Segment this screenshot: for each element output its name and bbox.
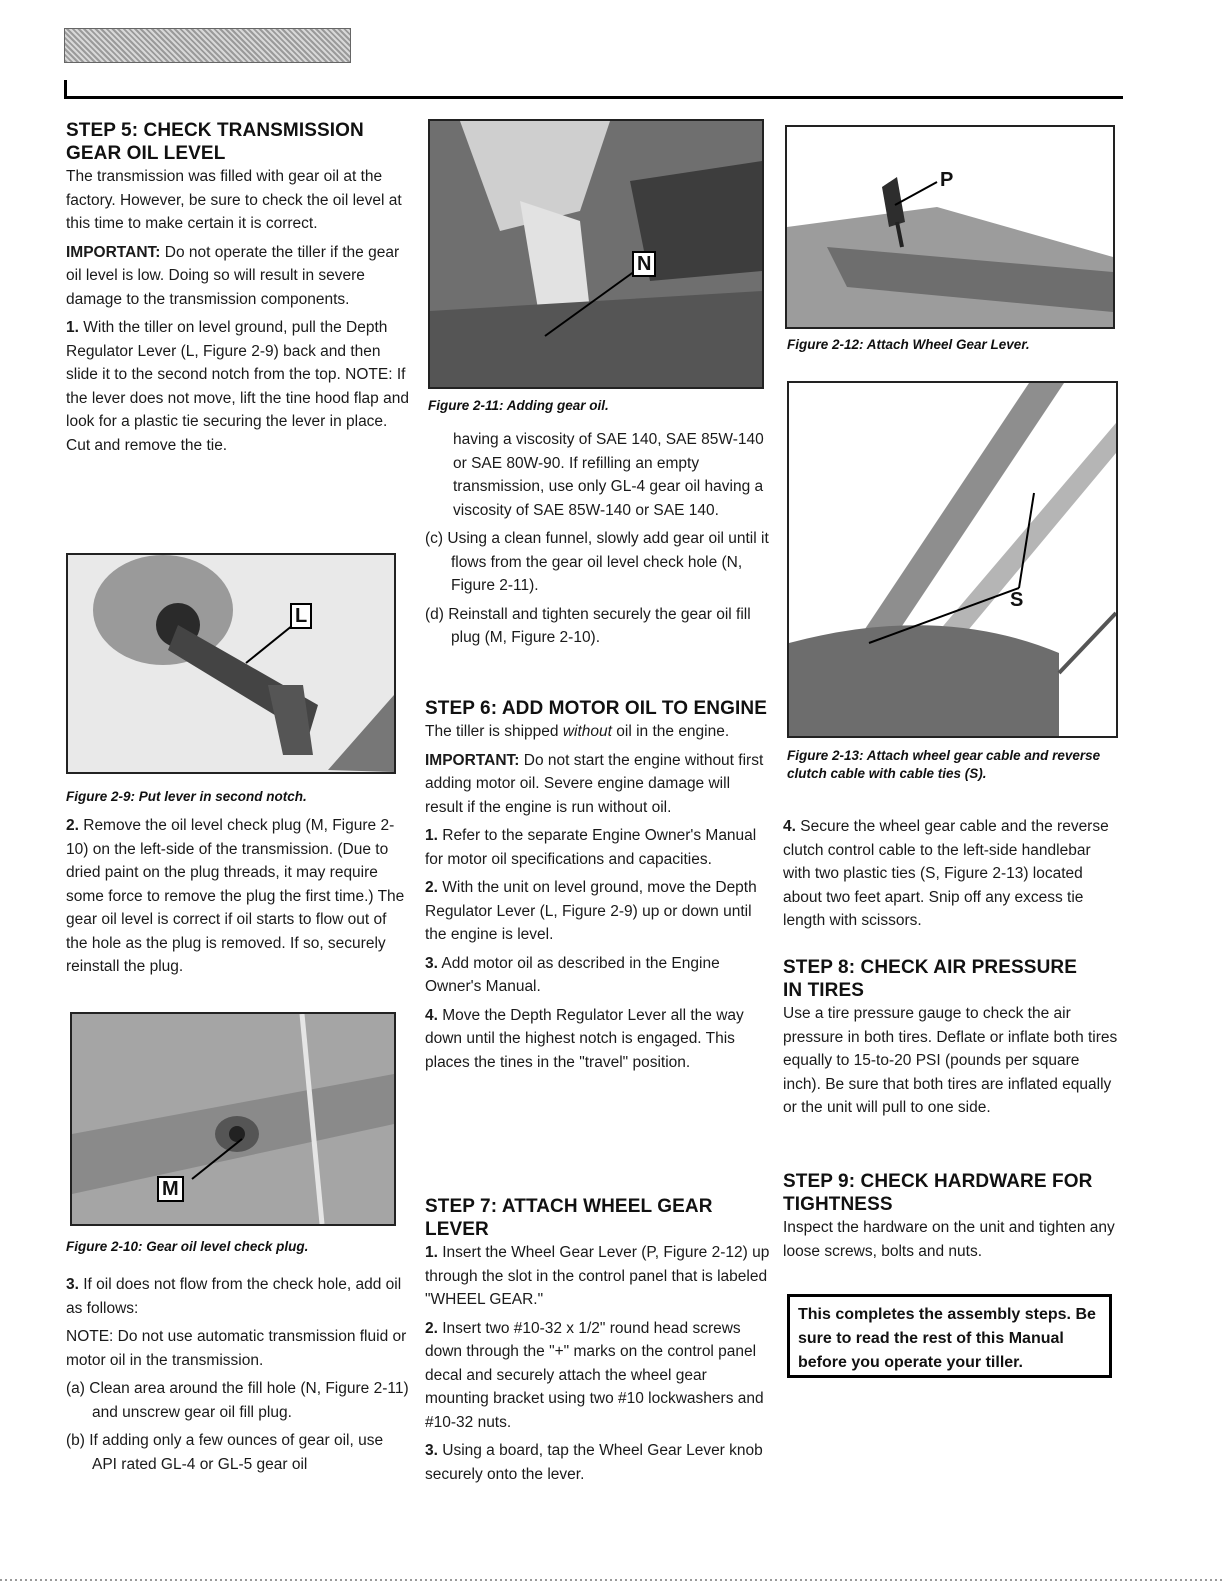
figure-2-9-photo bbox=[66, 553, 396, 774]
step6-item-4 bbox=[425, 1004, 770, 1075]
step5-continued bbox=[425, 428, 770, 655]
item-text: Refer to the separate Engine Owner's Manual for motor oil specifications and capacities. bbox=[425, 827, 757, 868]
step5-note: NOTE: Do not use automatic transmission fluid or motor oil in the transmission. bbox=[66, 1328, 407, 1369]
figure-2-13-caption-wrap bbox=[787, 747, 1117, 783]
step9-heading-line2: TIGHTNESS bbox=[783, 1194, 893, 1215]
item-text: Secure the wheel gear cable and the reverse clutch control cable to the left-side handlebar with two plastic ties (S, Figure 2-13) located about two feet apart. Snip off any excess tie length with scissors. bbox=[783, 818, 1109, 929]
step7-heading: STEP 7: ATTACH WHEEL GEAR LEVER bbox=[425, 1196, 713, 1240]
item-number: 3. bbox=[425, 954, 438, 972]
step5-important bbox=[66, 241, 411, 312]
step5-item-3 bbox=[66, 1273, 411, 1320]
figure-2-10-callout: M bbox=[157, 1176, 184, 1202]
step6-section bbox=[425, 697, 770, 1079]
item-number: 3. bbox=[425, 1442, 438, 1459]
figure-2-10-caption-wrap bbox=[66, 1238, 406, 1256]
item-text: If oil does not flow from the check hole, add oil as follows: bbox=[66, 1276, 402, 1317]
item-text: Remove the oil level check plug (M, Figure 2-10) on the left-side of the transmission. (Due to dried paint on the plug threads, it may require some force to remove the plug the first time.) The gear oil level is correct if oil starts to flow out of the hole as the plug is removed. If so, securely reinstall the plug. bbox=[66, 817, 405, 975]
item-number: 1. bbox=[425, 827, 438, 844]
step7-item-1 bbox=[425, 1241, 770, 1312]
step5-intro: The transmission was filled with gear oil at the factory. However, be sure to check the oil level at this time to make certain it is correct. bbox=[66, 168, 402, 232]
lever-illustration bbox=[68, 555, 394, 772]
step8-heading-line2: IN TIRES bbox=[783, 980, 865, 1001]
step5-section bbox=[66, 119, 411, 462]
item-number: 2. bbox=[425, 1319, 438, 1337]
step8-text: Use a tire pressure gauge to check the air pressure in both tires. Deflate or inflate both tires equally to 15-to-20 PSI (pounds per square inch). Be sure that both tires are inflated equally or the unit will pull to one side. bbox=[783, 1005, 1118, 1116]
step6-intro-b: oil in the engine. bbox=[611, 723, 730, 740]
item-number: 2. bbox=[425, 879, 438, 896]
figure-2-11-caption-wrap bbox=[428, 397, 768, 415]
step6-intro-emphasis: without bbox=[562, 723, 612, 740]
item-text: Using a board, tap the Wheel Gear Lever knob securely onto the lever. bbox=[425, 1442, 763, 1483]
important-text: Do not start the engine without first adding motor oil. Severe engine damage will result if the engine is run without oil. bbox=[425, 751, 764, 816]
step9-text: Inspect the hardware on the unit and tighten any loose screws, bolts and nuts. bbox=[783, 1219, 1115, 1260]
step8-heading-line1: STEP 8: CHECK AIR PRESSURE bbox=[783, 957, 1077, 978]
assembly-complete-notice bbox=[787, 1294, 1112, 1378]
step5-heading-line1: STEP 5: CHECK TRANSMISSION bbox=[66, 120, 364, 141]
step5-heading-line2: GEAR OIL LEVEL bbox=[66, 143, 226, 164]
figure-2-12-callout: P bbox=[940, 169, 954, 191]
step9-heading bbox=[783, 1170, 1121, 1216]
section-header-tab bbox=[64, 28, 351, 63]
step8-heading bbox=[783, 956, 1121, 1002]
figure-2-12-photo bbox=[785, 125, 1115, 329]
step5-sub-b: (b) If adding only a few ounces of gear oil, use API rated GL-4 or GL-5 gear oil bbox=[66, 1432, 384, 1473]
step7-item-2 bbox=[425, 1317, 770, 1435]
plug-illustration bbox=[72, 1014, 394, 1224]
figure-2-9-caption: Figure 2-9: Put lever in second notch. bbox=[66, 789, 307, 804]
figure-2-11-caption: Figure 2-11: Adding gear oil. bbox=[428, 398, 609, 413]
item-text: With the unit on level ground, move the Depth Regulator Lever (L, Figure 2-9) up or down until the engine is level. bbox=[425, 879, 757, 943]
step6-item-2 bbox=[425, 876, 770, 947]
step7-section bbox=[425, 1195, 770, 1491]
step6-item-3 bbox=[425, 952, 770, 999]
step6-intro bbox=[425, 720, 770, 744]
item-text: Insert the Wheel Gear Lever (P, Figure 2-12) up through the slot in the control panel that is labeled "WHEEL GEAR." bbox=[425, 1244, 770, 1308]
step5-item-1 bbox=[66, 316, 411, 457]
notice-text: This completes the assembly steps. Be sure to read the rest of this Manual before you operate your tiller. bbox=[798, 1306, 1096, 1371]
important-label: IMPORTANT: bbox=[425, 751, 520, 769]
step5-sub-c: (c) Using a clean funnel, slowly add gear oil until it flows from the gear oil level check hole (N, Figure 2-11). bbox=[425, 530, 769, 594]
step5-sub-a: (a) Clean area around the fill hole (N, Figure 2-11) and unscrew gear oil fill plug. bbox=[66, 1380, 409, 1421]
step5-item-2-wrap bbox=[66, 814, 411, 984]
item-text: Insert two #10-32 x 1/2" round head screws down through the "+" marks on the control panel decal and securely attach the wheel gear mounting bracket using two #10 lockwashers and #10-32 nuts. bbox=[425, 1319, 764, 1431]
important-text: Do not operate the tiller if the gear oil level is low. Doing so will result in severe damage to the transmission components. bbox=[66, 243, 400, 308]
step9-section bbox=[783, 1170, 1121, 1268]
figure-2-10-photo bbox=[70, 1012, 396, 1226]
step6-item-1 bbox=[425, 824, 770, 871]
item-text: Move the Depth Regulator Lever all the way down until the highest notch is engaged. This places the tines in the "travel" position. bbox=[425, 1006, 744, 1071]
step8-section bbox=[783, 956, 1121, 1125]
figure-2-13-caption: Figure 2-13: Attach wheel gear cable and reverse clutch cable with cable ties (S). bbox=[787, 748, 1101, 781]
figure-2-11-photo bbox=[428, 119, 764, 389]
step7-item-3 bbox=[425, 1439, 770, 1486]
item-text: With the tiller on level ground, pull the Depth Regulator Lever (L, Figure 2-9) back and then slide it to the second notch from the top. NOTE: If the lever does not move, lift the tine hood flap and look for a plastic tie securing the lever in place. Cut and remove the tie. bbox=[66, 319, 409, 454]
header-rule bbox=[64, 96, 1123, 99]
step5-sub-b-continued: having a viscosity of SAE 140, SAE 85W-140 or SAE 80W-90. If refilling an empty transmission, use only GL-4 gear oil having a viscosity of SAE 85W-140 or SAE 140. bbox=[453, 431, 764, 519]
item-number: 2. bbox=[66, 817, 79, 834]
figure-2-9-caption-wrap bbox=[66, 788, 406, 806]
item-number: 3. bbox=[66, 1276, 79, 1293]
figure-2-11-callout: N bbox=[632, 251, 656, 277]
figure-2-9-callout: L bbox=[290, 603, 312, 629]
step5-heading bbox=[66, 119, 411, 165]
figure-2-13-photo bbox=[787, 381, 1118, 738]
step5-item-2 bbox=[66, 814, 411, 979]
item-number: 1. bbox=[66, 319, 79, 336]
figure-2-10-caption: Figure 2-10: Gear oil level check plug. bbox=[66, 1239, 309, 1254]
item-number: 1. bbox=[425, 1244, 438, 1261]
step6-heading: STEP 6: ADD MOTOR OIL TO ENGINE bbox=[425, 698, 767, 719]
figure-2-13-callout: S bbox=[1010, 589, 1024, 611]
wheel-gear-lever-illustration bbox=[787, 127, 1113, 327]
bottom-border-dots bbox=[0, 1579, 1225, 1581]
item-number: 4. bbox=[783, 818, 796, 835]
step7-item-4 bbox=[783, 815, 1121, 933]
oil-bottle-illustration bbox=[430, 121, 762, 387]
item-text: Add motor oil as described in the Engine Owner's Manual. bbox=[425, 954, 720, 995]
step5-item-3-wrap bbox=[66, 1273, 411, 1481]
step5-sub-d: (d) Reinstall and tighten securely the gear oil fill plug (M, Figure 2-10). bbox=[425, 605, 751, 646]
step7-item-4-wrap bbox=[783, 815, 1121, 938]
figure-2-12-caption-wrap bbox=[787, 336, 1117, 354]
step6-important bbox=[425, 749, 770, 820]
item-number: 4. bbox=[425, 1006, 438, 1024]
handlebar-cable-illustration bbox=[789, 383, 1116, 736]
step6-intro-a: The tiller is shipped bbox=[425, 723, 563, 740]
step9-heading-line1: STEP 9: CHECK HARDWARE FOR bbox=[783, 1171, 1093, 1192]
figure-2-12-caption: Figure 2-12: Attach Wheel Gear Lever. bbox=[787, 337, 1030, 352]
important-label: IMPORTANT: bbox=[66, 243, 161, 261]
